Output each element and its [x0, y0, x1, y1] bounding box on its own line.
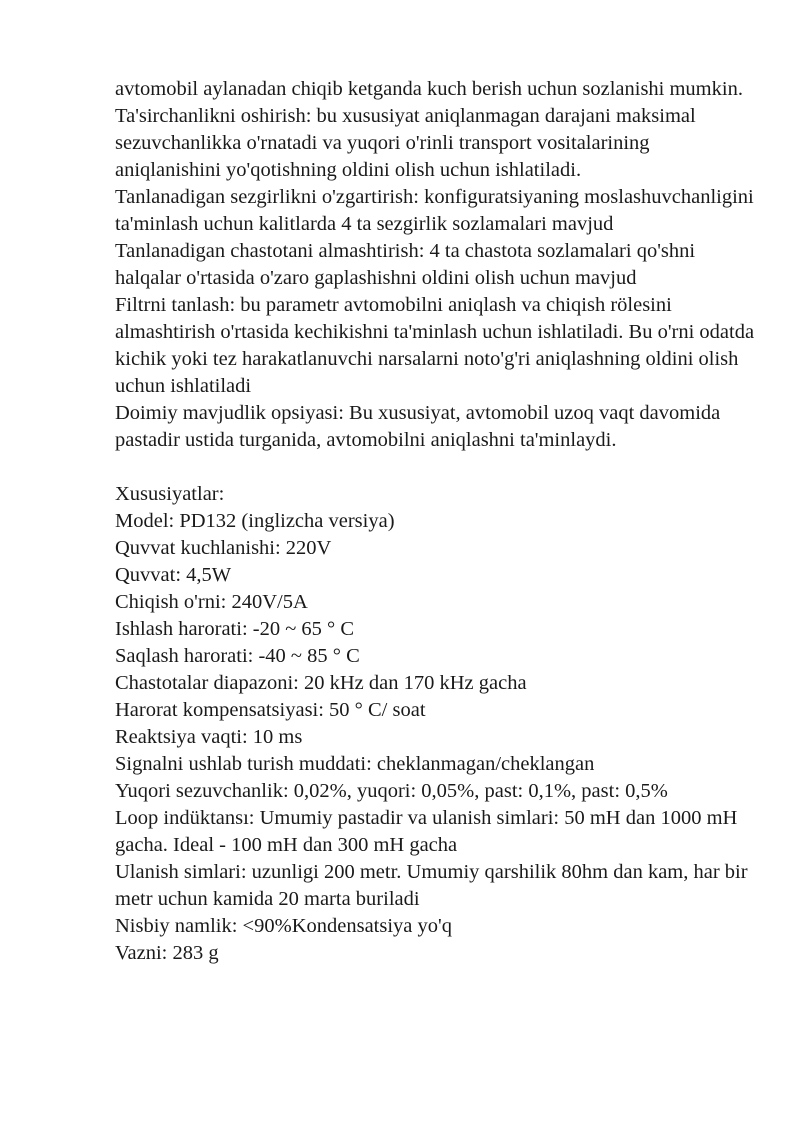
spec-relative-humidity: Nisbiy namlik: <90%Kondensatsiya yo'q	[115, 915, 452, 937]
document-body	[115, 76, 755, 967]
paragraph-permanent-presence: Doimiy mavjudlik opsiyasi: Bu xususiyat, avtomobil uzoq vaqt davomida pastadir ustida turganida, avtomobilni aniqlashni ta'minlaydi.	[115, 402, 721, 451]
spec-loop-inductance: Loop indüktansı: Umumiy pastadir va ulanish simlari: 50 mH dan 1000 mH gacha. Ideal - 100 mH dan 300 mH gacha	[115, 807, 738, 856]
paragraph-selectable-frequency: Tanlanadigan chastotani almashtirish: 4 ta chastota sozlamalari qo'shni halqalar o'rtasida o'zaro gaplashishni oldini olish uchun mavjud	[115, 240, 696, 289]
spec-power: Quvvat: 4,5W	[115, 564, 232, 586]
spec-supply-voltage: Quvvat kuchlanishi: 220V	[115, 537, 332, 559]
paragraph-continuation: avtomobil aylanadan chiqib ketganda kuch berish uchun sozlanishi mumkin.	[115, 78, 743, 100]
spec-model: Model: PD132 (inglizcha versiya)	[115, 510, 395, 532]
paragraph-selectable-sensitivity: Tanlanadigan sezgirlikni o'zgartirish: konfiguratsiyaning moslashuvchanligini ta'minlash uchun kalitlarda 4 ta sezgirlik sozlamalari mavjud	[115, 186, 754, 235]
spec-temperature-compensation: Harorat kompensatsiyasi: 50 ° C/ soat	[115, 699, 426, 721]
blank-line	[115, 454, 755, 481]
paragraph-sensitivity-boost: Ta'sirchanlikni oshirish: bu xususiyat aniqlanmagan darajani maksimal sezuvchanlikka o'rnatadi va yuqori o'rinli transport vositalarining aniqlanishini yo'qotishning oldini olish uchun ishlatiladi.	[115, 105, 696, 181]
specs-heading: Xususiyatlar:	[115, 483, 225, 505]
spec-reaction-time: Reaktsiya vaqti: 10 ms	[115, 726, 303, 748]
spec-sensitivity-levels: Yuqori sezuvchanlik: 0,02%, yuqori: 0,05%, past: 0,1%, past: 0,5%	[115, 780, 668, 802]
spec-signal-hold-time: Signalni ushlab turish muddati: cheklanmagan/cheklangan	[115, 753, 595, 775]
spec-connection-wires: Ulanish simlari: uzunligi 200 metr. Umumiy qarshilik 80hm dan kam, har bir metr uchun kamida 20 marta buriladi	[115, 861, 748, 910]
spec-output-relay: Chiqish o'rni: 240V/5A	[115, 591, 308, 613]
spec-weight: Vazni: 283 g	[115, 942, 219, 964]
spec-storage-temperature: Saqlash harorati: -40 ~ 85 ° C	[115, 645, 360, 667]
paragraph-filter-selection: Filtrni tanlash: bu parametr avtomobilni aniqlash va chiqish rölesini almashtirish o'rtasida kechikishni ta'minlash uchun ishlatiladi. Bu o'rni odatda kichik yoki tez harakatlanuvchi narsalarni noto'g'ri aniqlashning oldini olish uchun ishlatiladi	[115, 294, 755, 397]
spec-operating-temperature: Ishlash harorati: -20 ~ 65 ° C	[115, 618, 355, 640]
spec-frequency-range: Chastotalar diapazoni: 20 kHz dan 170 kHz gacha	[115, 672, 527, 694]
